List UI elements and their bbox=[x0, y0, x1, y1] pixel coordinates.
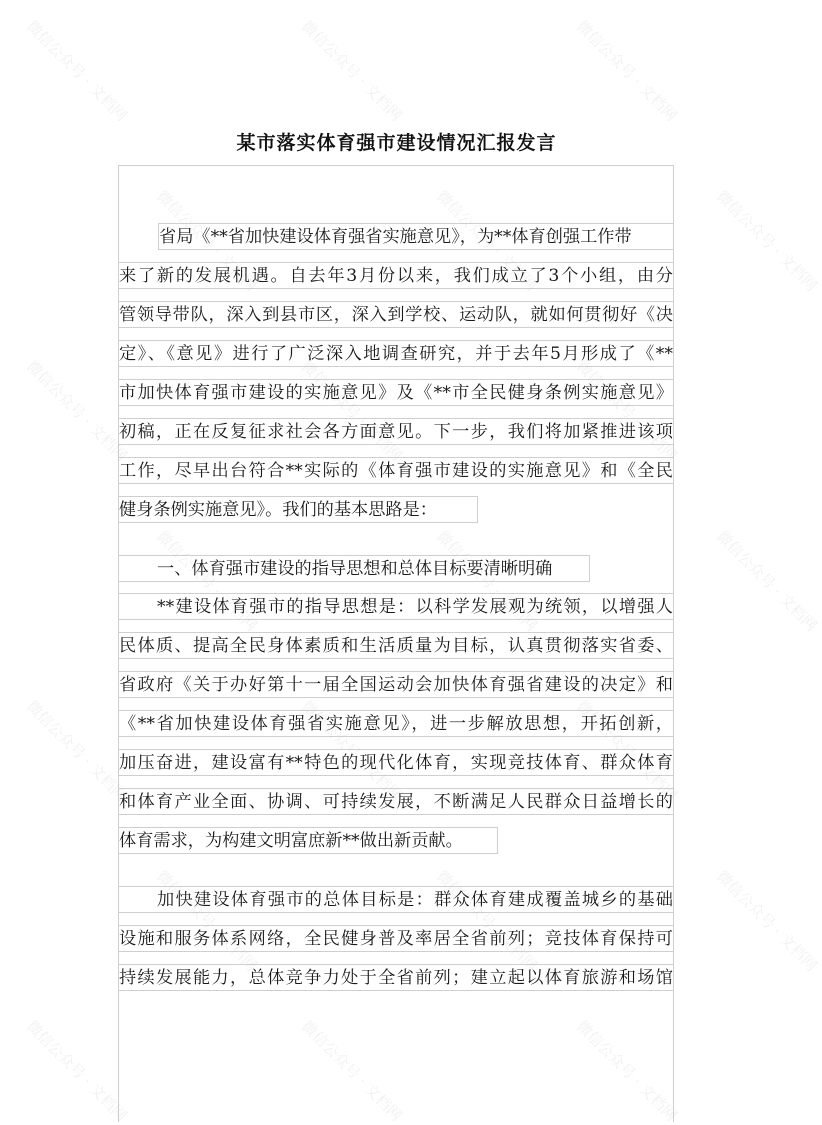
text-line: 来了新的发展机遇。自去年3月份以来，我们成立了3个小组，由分 bbox=[118, 262, 674, 289]
text-line: **建设体育强市的指导思想是：以科学发展观为统领，以增强人 bbox=[118, 593, 674, 620]
watermark-text: 微信公众号 · 文档网 bbox=[152, 527, 261, 635]
watermark-text: 微信公众号 · 文档网 bbox=[712, 527, 821, 635]
watermark-text: 微信公众号 · 文档网 bbox=[572, 357, 681, 465]
text-line: 民体质、提高全民身体素质和生活质量为目标，认真贯彻落实省委、 bbox=[118, 632, 674, 659]
text-line: 省政府《关于办好第十一届全国运动会加快体育强省建设的决定》和 bbox=[118, 671, 674, 698]
page-title: 某市落实体育强市建设情况汇报发言 bbox=[236, 132, 557, 154]
watermark-text: 微信公众号 · 文档网 bbox=[572, 1017, 681, 1125]
watermark-text: 微信公众号 · 文档网 bbox=[572, 697, 681, 805]
watermark-text: 微信公众号 · 文档网 bbox=[22, 697, 131, 805]
text-line: 省局《**省加快建设体育强省实施意见》，为**体育创强工作带 bbox=[158, 223, 674, 250]
text-line: 体育需求，为构建文明富庶新**做出新贡献。 bbox=[118, 827, 498, 854]
text-line: 市加快体育强市建设的实施意见》及《**市全民健身条例实施意见》 bbox=[118, 379, 674, 406]
text-line: 定》、《意见》进行了广泛深入地调查研究，并于去年5月形成了《** bbox=[118, 340, 674, 367]
watermark-text: 微信公众号 · 文档网 bbox=[22, 1017, 131, 1125]
watermark-text: 微信公众号 · 文档网 bbox=[712, 867, 821, 975]
watermark-text: 微信公众号 · 文档网 bbox=[22, 17, 131, 125]
text-line: 《**省加快建设体育强省实施意见》，进一步解放思想，开拓创新， bbox=[118, 710, 674, 737]
watermark-text: 微信公众号 · 文档网 bbox=[572, 17, 681, 125]
watermark-text: 微信公众号 · 文档网 bbox=[152, 187, 261, 295]
text-line: 和体育产业全面、协调、可持续发展，不断满足人民群众日益增长的 bbox=[118, 788, 674, 815]
watermark-text: 微信公众号 · 文档网 bbox=[297, 1017, 406, 1125]
watermark-text: 微信公众号 · 文档网 bbox=[22, 357, 131, 465]
watermark-text: 微信公众号 · 文档网 bbox=[297, 697, 406, 805]
text-line: 管领导带队，深入到县市区，深入到学校、运动队，就如何贯彻好《决 bbox=[118, 301, 674, 328]
watermark-text: 微信公众号 · 文档网 bbox=[432, 867, 541, 975]
text-line: 初稿，正在反复征求社会各方面意见。下一步，我们将加紧推进该项 bbox=[118, 418, 674, 445]
watermark-text: 微信公众号 · 文档网 bbox=[297, 357, 406, 465]
text-line: 设施和服务体系网络，全民健身普及率居全省前列；竞技体育保持可 bbox=[118, 925, 674, 952]
watermark-text: 微信公众号 · 文档网 bbox=[297, 17, 406, 125]
text-line: 加快建设体育强市的总体目标是：群众体育建成覆盖城乡的基础 bbox=[118, 886, 674, 913]
watermark-text: 微信公众号 · 文档网 bbox=[432, 187, 541, 295]
text-line: 一、体育强市建设的指导思想和总体目标要清晰明确 bbox=[118, 555, 590, 582]
watermark-text: 微信公众号 · 文档网 bbox=[152, 867, 261, 975]
text-line: 加压奋进，建设富有**特色的现代化体育，实现竞技体育、群众体育 bbox=[118, 749, 674, 776]
watermark-text: 微信公众号 · 文档网 bbox=[712, 187, 821, 295]
text-line: 持续发展能力，总体竞争力处于全省前列；建立起以体育旅游和场馆 bbox=[118, 964, 674, 991]
text-line: 工作，尽早出台符合**实际的《体育强市建设的实施意见》和《全民 bbox=[118, 457, 674, 484]
watermark-text: 微信公众号 · 文档网 bbox=[432, 527, 541, 635]
text-line: 健身条例实施意见》。我们的基本思路是： bbox=[118, 496, 478, 523]
